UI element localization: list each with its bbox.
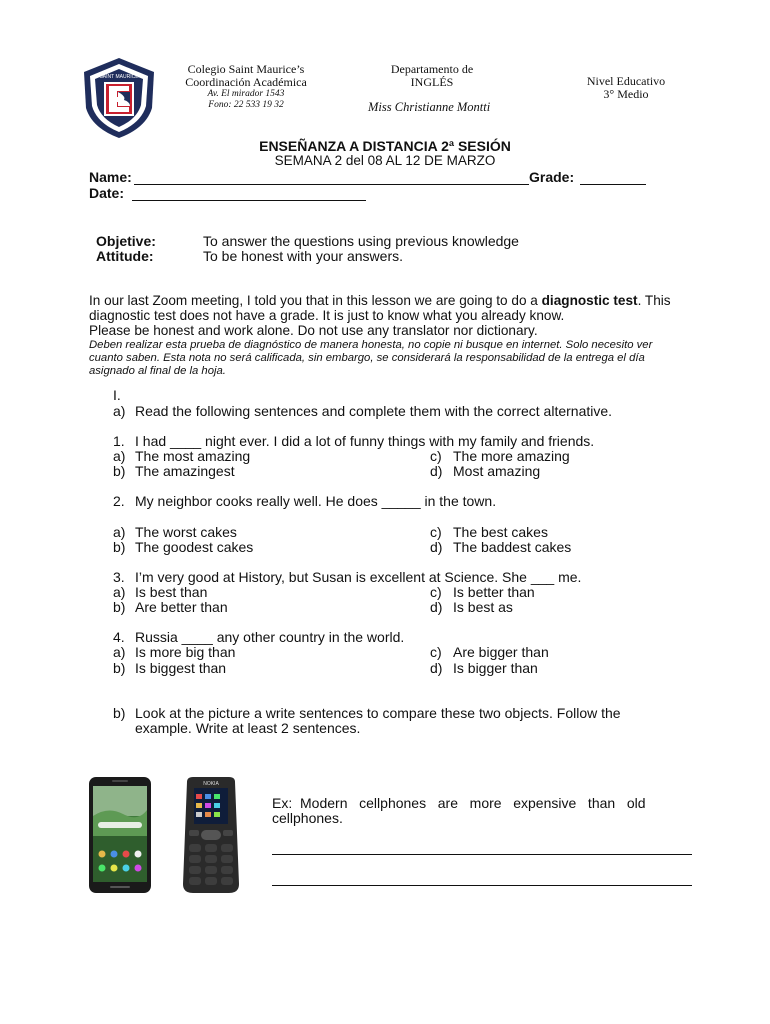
- grade-label: Grade:: [529, 169, 575, 185]
- option-letter: d): [430, 660, 443, 676]
- option-letter: d): [430, 599, 443, 615]
- example-sentence-line-2: cellphones.: [272, 810, 343, 826]
- question-text: My neighbor cooks really well. He does _____ in the town.: [135, 493, 497, 509]
- option-letter: c): [430, 584, 442, 600]
- date-field[interactable]: [132, 200, 366, 201]
- spanish-note: Deben realizar esta prueba de diagnóstico de manera honesta, no copie ni busque en internet. Solo necesito ver cuanto saben. Esta nota no será calificada, sin embargo, se considerará la responsabilidad de la entrega el día asignado al final de la hoja.: [89, 339, 653, 377]
- option-letter: c): [430, 524, 442, 540]
- option-letter: b): [113, 463, 126, 479]
- date-label: Date:: [89, 185, 125, 201]
- option-letter: b): [113, 539, 126, 555]
- level-info: [570, 75, 682, 101]
- section-instruction: Read the following sentences and complete them with the correct alternative.: [135, 403, 613, 419]
- school-phone: Fono: 22 533 19 32: [208, 100, 284, 110]
- option-letter: a): [113, 584, 126, 600]
- question-number: 1.: [113, 433, 125, 449]
- grade-field[interactable]: [580, 184, 646, 185]
- option-letter: b): [113, 660, 126, 676]
- section-instruction-letter: a): [113, 403, 126, 419]
- part-b-letter: b): [113, 705, 126, 721]
- option-letter: a): [113, 644, 126, 660]
- school-logo: [80, 56, 158, 140]
- teacher-name: Miss Christianne Montti: [368, 100, 491, 114]
- level-label: Nivel Educativo: [586, 74, 666, 88]
- part-b-instruction-2: example. Write at least 2 sentences.: [135, 720, 361, 736]
- objective-text: To answer the questions using previous knowledge: [203, 233, 519, 249]
- page-title: ENSEÑANZA A DISTANCIA 2ª SESIÓN: [259, 138, 511, 154]
- option-letter: d): [430, 463, 443, 479]
- school-department: Coordinación Académica: [185, 75, 307, 89]
- question-number: 4.: [113, 629, 125, 645]
- option-c[interactable]: Is better than: [453, 584, 535, 600]
- option-letter: a): [113, 524, 126, 540]
- option-b[interactable]: Is biggest than: [135, 660, 227, 676]
- question-text: I’m very good at History, but Susan is excellent at Science. She ___ me.: [135, 569, 582, 585]
- objective-label: Objetive:: [96, 233, 156, 249]
- option-letter: d): [430, 539, 443, 555]
- level-value: 3° Medio: [603, 87, 649, 101]
- department-info: [352, 63, 512, 89]
- department-line-2: INGLÉS: [410, 75, 454, 89]
- intro-part-1: In our last Zoom meeting, I told you that in this lesson we are going to do a: [89, 293, 542, 308]
- option-b[interactable]: The goodest cakes: [135, 539, 254, 555]
- option-letter: c): [430, 644, 442, 660]
- attitude-label: Attitude:: [96, 248, 154, 264]
- name-field[interactable]: [134, 184, 529, 185]
- option-a[interactable]: The most amazing: [135, 448, 251, 464]
- option-letter: a): [113, 448, 126, 464]
- option-d[interactable]: Is best as: [453, 599, 513, 615]
- intro-bold-1: diagnostic: [541, 293, 610, 308]
- svg-text:SAINT MAURICE: SAINT MAURICE: [99, 74, 139, 80]
- option-d[interactable]: Is bigger than: [453, 660, 538, 676]
- page-subtitle: SEMANA 2 del 08 AL 12 DE MARZO: [274, 153, 496, 168]
- option-letter: c): [430, 448, 442, 464]
- example-sentence-line-1: Ex: Modern cellphones are more expensive than old: [272, 795, 646, 811]
- answer-line-1[interactable]: [272, 854, 692, 855]
- attitude-text: To be honest with your answers.: [203, 248, 403, 264]
- question-text: I had ____ night ever. I did a lot of funny things with my family and friends.: [135, 433, 595, 449]
- school-name: Colegio Saint Maurice’s: [187, 62, 305, 76]
- school-address: Av. El mirador 1543: [207, 89, 285, 99]
- department-line-1: Departamento de: [390, 62, 474, 76]
- option-c[interactable]: The more amazing: [453, 448, 570, 464]
- option-a[interactable]: Is best than: [135, 584, 208, 600]
- option-b[interactable]: Are better than: [135, 599, 228, 615]
- answer-line-2[interactable]: [272, 885, 692, 886]
- option-b[interactable]: The amazingest: [135, 463, 235, 479]
- intro-paragraph: [89, 293, 684, 338]
- feature-phone-image: [181, 776, 241, 894]
- intro-line-3: Please be honest and work alone. Do not use any translator nor dictionary.: [89, 323, 538, 338]
- smartphone-image: [88, 776, 152, 894]
- option-letter: b): [113, 599, 126, 615]
- option-a[interactable]: Is more big than: [135, 644, 236, 660]
- part-b-instruction-1: Look at the picture a write sentences to compare these two objects. Follow the: [135, 705, 621, 721]
- school-info: [168, 63, 324, 111]
- name-label: Name:: [89, 169, 132, 185]
- question-number: 3.: [113, 569, 125, 585]
- question-text: Russia ____ any other country in the world.: [135, 629, 405, 645]
- option-d[interactable]: The baddest cakes: [453, 539, 572, 555]
- question-number: 2.: [113, 493, 125, 509]
- option-a[interactable]: The worst cakes: [135, 524, 237, 540]
- option-c[interactable]: The best cakes: [453, 524, 548, 540]
- option-d[interactable]: Most amazing: [453, 463, 541, 479]
- section-numeral: I.: [113, 387, 121, 403]
- svg-text:NOKIA: NOKIA: [203, 781, 219, 787]
- intro-bold-2: test: [613, 293, 638, 308]
- intro-part-2: . This diagnostic test does not have a grade. It is just to know what you already know.: [89, 293, 671, 323]
- option-c[interactable]: Are bigger than: [453, 644, 549, 660]
